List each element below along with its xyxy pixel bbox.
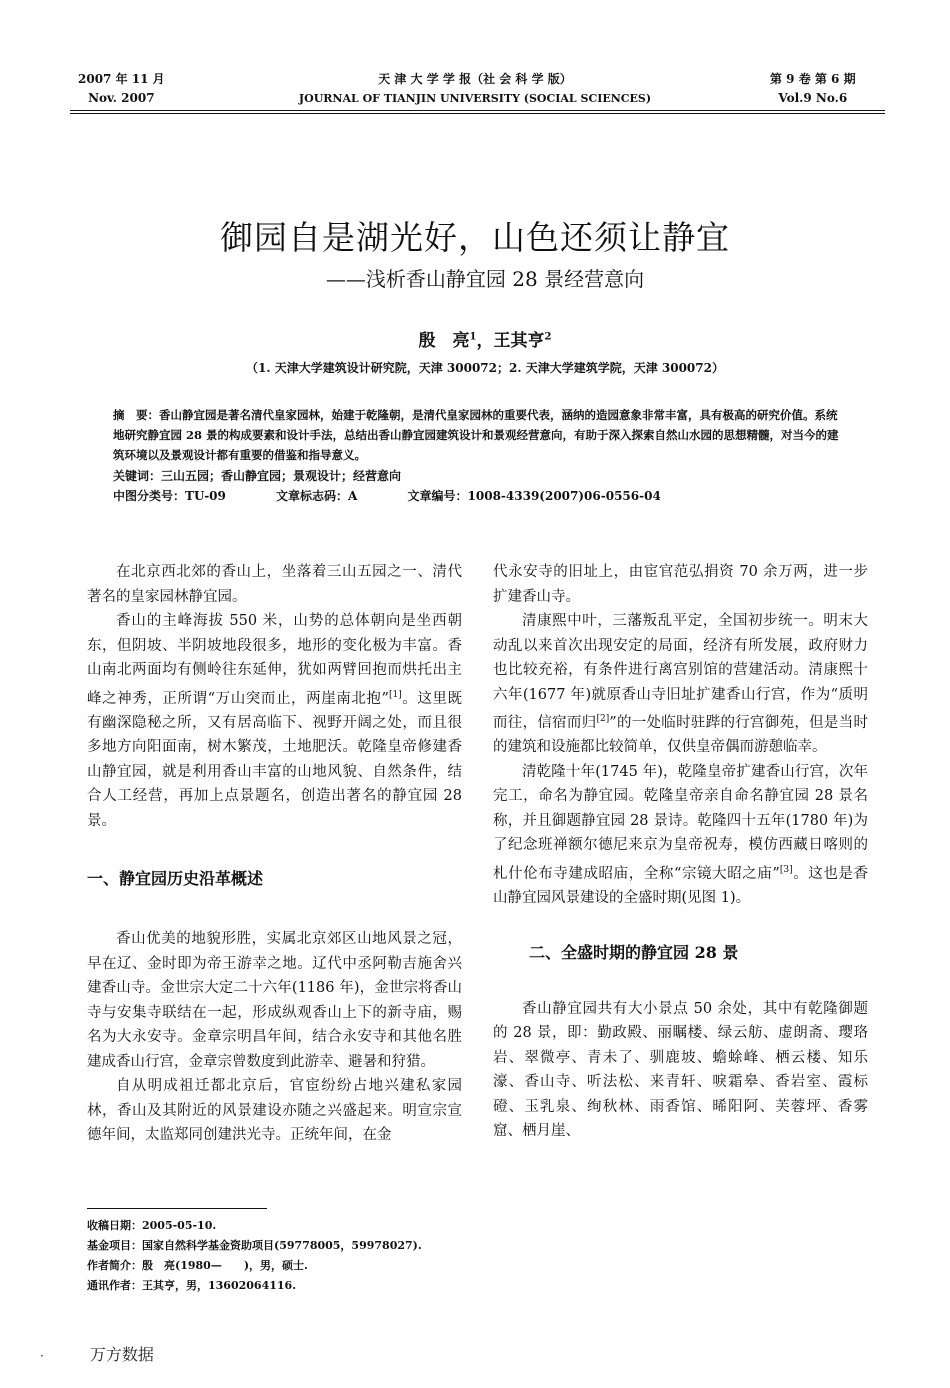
- keywords-label: 关键词：: [113, 469, 162, 483]
- paragraph-text: 香山的主峰海拔 550 米，山势的总体朝向是坐西朝东，但阴坡、半阴坡地段很多，地形的变化极为丰富。香山南北两面均有侧岭往东延伸，犹如两臂回抱而烘托出主峰之神秀，正所谓“万山突而止，两崖南北抱”: [87, 613, 462, 707]
- journal-name-en: JOURNAL OF TIANJIN UNIVERSITY (SOCIAL SCIENCES): [298, 92, 652, 105]
- author-2-mark: 2: [544, 331, 552, 343]
- volume-issue: [770, 70, 856, 108]
- paragraph: 香山优美的地貌形胜，实属北京郊区山地风景之冠，早在辽、金时即为帝王游幸之地。辽代中丞阿勒吉施舍兴建香山寺。金世宗大定二十六年(1186 年)，金世宗将香山寺与安集寺联结在一起，形成纵观香山上下的新寺庙，赐名为大永安寺。金章宗明昌年间，结合永安寺和其他名胜建成香山行宫，金章宗曾数度到此游幸、避暑和狩猎。: [87, 931, 462, 1070]
- footnote-value: 王其亨，男，13602064116.: [142, 1279, 297, 1292]
- paragraph-text: 清康熙中叶，三藩叛乱平定，全国初步统一。明末大动乱以来首次出现安定的局面，经济有所发展，政府财力也比较充裕，有条件进行离宫别馆的营建活动。清康熙十六年(1677 年)就原香山寺旧址扩建香山行宫，作为“质明而往，信宿而归: [493, 613, 868, 731]
- citation-ref: [2]: [596, 714, 610, 724]
- footnote-received: [87, 1216, 422, 1236]
- abstract-label: 摘 要：: [113, 408, 159, 422]
- clc-number: TU-09: [185, 489, 226, 503]
- body-column-right: [493, 560, 868, 1144]
- doc-code: A: [348, 489, 358, 503]
- footnotes: [87, 1216, 422, 1296]
- paragraph: 代永安寺的旧址上，由宦官范弘捐资 70 余万两，进一步扩建香山寺。: [493, 564, 868, 605]
- paper-title: 御园自是湖光好，山色还须让静宜: [220, 218, 730, 257]
- watermark-text: 万方数据: [89, 1345, 154, 1364]
- author-1-mark: 1: [469, 331, 477, 343]
- abstract: [113, 405, 848, 465]
- issue-date: [78, 70, 165, 108]
- footer-watermark: [40, 1342, 154, 1365]
- footnote-value: 殷 亮(1980— )，男，硕士.: [142, 1259, 308, 1272]
- paragraph: [87, 609, 462, 833]
- author-separator: ，: [476, 331, 494, 351]
- footnote-rule: [87, 1208, 267, 1209]
- citation-ref: [3]: [779, 864, 793, 875]
- author-line: [0, 326, 950, 351]
- volume-issue-en: Vol.9 No.6: [778, 91, 848, 105]
- footnote-label: 通讯作者：: [87, 1279, 142, 1292]
- article-id-label: 文章编号：: [407, 489, 468, 503]
- classification-line: [113, 486, 848, 506]
- paragraph-text: 。这里既有幽深隐秘之所，又有居高临下、视野开阔之处，而且很多地方向阳面南，树木繁茂，土地肥沃。乾隆皇帝修建香山静宜园，就是利用香山丰富的山地风貌、自然条件，结合人工经营，再加上点景题名，创造出著名的静宜园 28 景。: [87, 690, 463, 829]
- affiliations: （1. 天津大学建筑设计研究院，天津 300072；2. 天津大学建筑学院，天津 300072）: [246, 361, 724, 375]
- abstract-text: 香山静宜园是著名清代皇家园林，始建于乾隆朝，是清代皇家园林的重要代表，涵纳的造园意象非常丰富，具有极高的研究价值。系统地研究静宜园 28 景的构成要素和设计手法，总结出香山静宜园建筑设计和景观经营意向，有助于深入探索自然山水园的思想精髓，对当今的建筑环境以及景观设计都有重要的借鉴和指导意义。: [113, 408, 839, 462]
- paragraph: [493, 609, 868, 760]
- body-column-left: [87, 560, 462, 1148]
- paragraph: 香山静宜园共有大小景点 50 余处，其中有乾隆御题的 28 景，即：勤政殿、丽瞩楼、绿云舫、虚朗斋、璎珞岩、翠微亭、青未了、驯鹿坡、蟾蜍峰、栖云楼、知乐濠、香山寺、听法松、来青轩、唳霜皋、香岩室、霞标磴、玉乳泉、绚秋林、雨香馆、晞阳阿、芙蓉坪、香雾窟、栖月崖、: [493, 1000, 868, 1140]
- footnote-bio: [87, 1256, 422, 1276]
- section-heading-1: 一、静宜园历史沿革概述: [87, 869, 264, 889]
- paragraph: [493, 760, 868, 911]
- paragraph-text: ”的一处临时驻跸的行宫御苑，但是当时的建筑和设施都比较简单，仅供皇帝偶而游憩临幸。: [493, 714, 868, 756]
- section-heading-2: 二、全盛时期的静宜园 28 景: [529, 942, 739, 962]
- article-id: 1008-4339(2007)06-0556-04: [467, 489, 661, 503]
- paragraph: 在北京西北郊的香山上，坐落着三山五园之一、清代著名的皇家园林静宜园。: [87, 564, 462, 605]
- issue-date-cn: 2007 年 11 月: [78, 72, 165, 86]
- author-1: 殷 亮: [418, 331, 470, 351]
- journal-name: [290, 70, 660, 108]
- footnote-fund: [87, 1236, 422, 1256]
- citation-ref: [1]: [388, 689, 402, 700]
- keywords: [113, 466, 848, 486]
- header-rule-top: [70, 110, 885, 111]
- footnote-contact: [87, 1276, 422, 1296]
- footnote-label: 基金项目：: [87, 1239, 142, 1252]
- doc-code-label: 文章标志码：: [276, 489, 349, 503]
- paper-subtitle: ——浅析香山静宜园 28 景经营意向: [325, 267, 645, 291]
- paragraph: 自从明成祖迁都北京后，官宦纷纷占地兴建私家园林，香山及其附近的风景建设亦随之兴盛起来。明宣宗宣德年间，太监郑同创建洪光寺。正统年间，在金: [87, 1078, 462, 1144]
- volume-issue-cn: 第 9 卷 第 6 期: [770, 72, 856, 86]
- author-2: 王其亨: [493, 331, 545, 351]
- footnote-value: 国家自然科学基金资助项目(59778005，59978027).: [142, 1239, 422, 1252]
- header-rule-bottom: [70, 113, 885, 114]
- paragraph-text: 。这也是香山静宜园风景建设的全盛时期(见图 1)。: [493, 865, 869, 907]
- footnote-value: 2005-05-10.: [142, 1219, 217, 1232]
- footer-dot: ·: [40, 1349, 44, 1363]
- footnote-label: 作者简介：: [87, 1259, 142, 1272]
- clc-label: 中图分类号：: [113, 489, 186, 503]
- keywords-text: 三山五园；香山静宜园；景观设计；经营意向: [161, 469, 402, 483]
- journal-name-cn: 天 津 大 学 学 报（社 会 科 学 版）: [378, 72, 572, 86]
- footnote-label: 收稿日期：: [87, 1219, 142, 1232]
- issue-date-en: Nov. 2007: [88, 91, 155, 105]
- paragraph-text: 清乾隆十年(1745 年)，乾隆皇帝扩建香山行宫，次年完工，命名为静宜园。乾隆皇帝亲自命名静宜园 28 景名称，并且御题静宜园 28 景诗。乾隆四十五年(1780 年)为了纪念班禅额尔德尼来京为皇帝祝寿，模仿西藏日喀则的札什伦布寺建成昭庙，全称“宗镜大昭之庙”: [493, 763, 868, 882]
